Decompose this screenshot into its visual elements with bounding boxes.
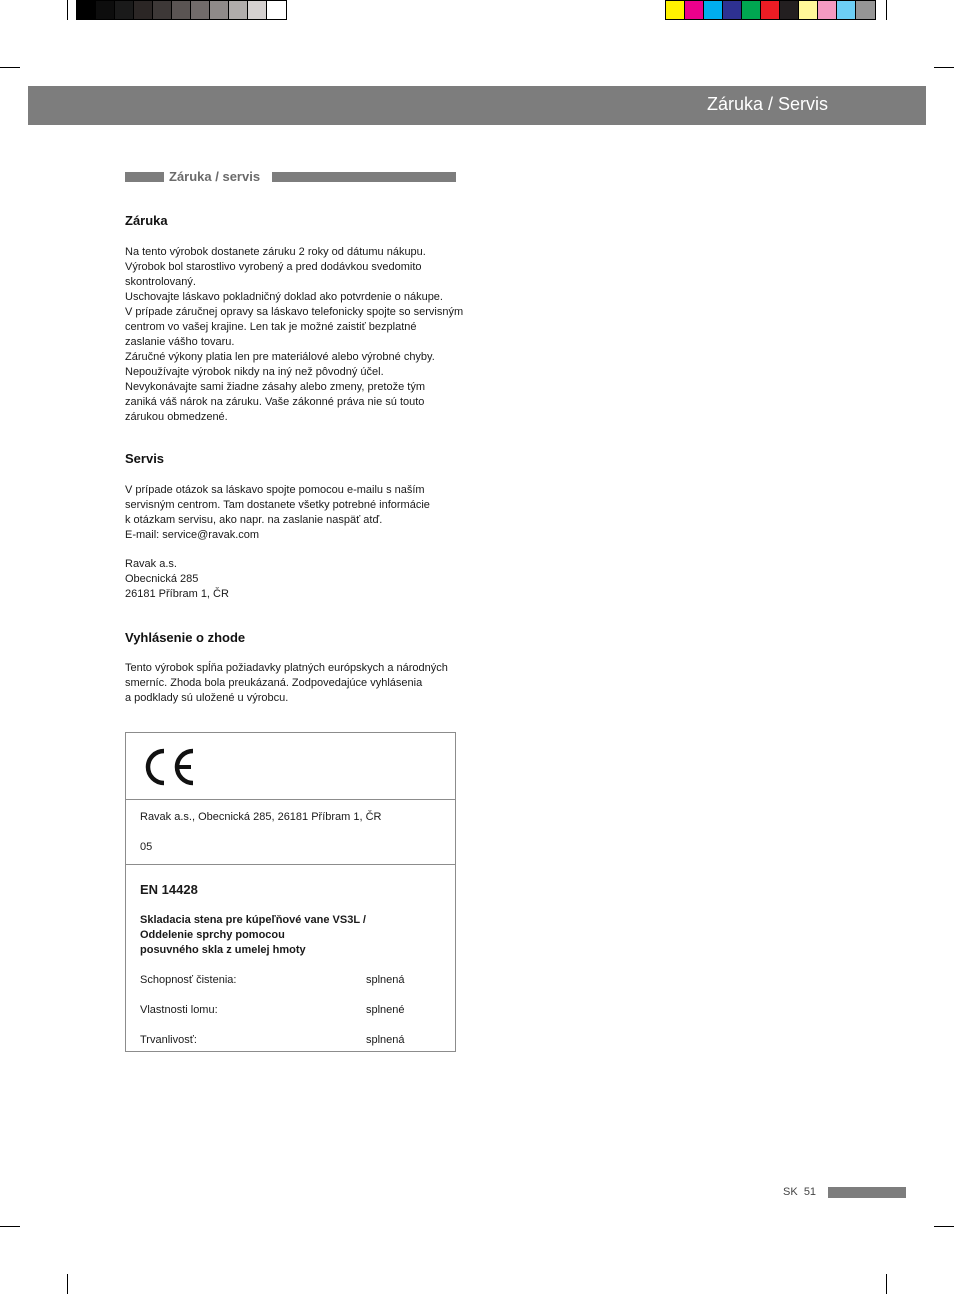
grayscale-calibration-strip	[76, 0, 287, 20]
text-line: Obecnická 285	[125, 573, 199, 585]
color-swatch	[837, 1, 856, 19]
color-swatch	[96, 1, 115, 19]
property-label: Vlastnosti lomu:	[140, 1004, 218, 1016]
page-number: 51	[803, 1186, 817, 1198]
box-divider	[126, 864, 455, 865]
property-label: Trvanlivosť:	[140, 1034, 197, 1046]
box-divider	[126, 799, 455, 800]
service-text	[125, 483, 430, 543]
property-value: splnené	[366, 1004, 405, 1016]
color-swatch	[723, 1, 742, 19]
color-swatch	[666, 1, 685, 19]
color-swatch	[191, 1, 210, 19]
color-swatch	[704, 1, 723, 19]
text-line: skontrolovaný.	[125, 276, 196, 288]
color-swatch	[685, 1, 704, 19]
footer-rule	[828, 1187, 906, 1198]
text-line: Uschovajte láskavo pokladničný doklad ako potvrdenie o nákupe.	[125, 291, 443, 303]
property-value: splnená	[366, 1034, 405, 1046]
crop-mark	[934, 67, 954, 68]
color-swatch	[229, 1, 248, 19]
warranty-heading: Záruka	[125, 213, 168, 228]
color-swatch	[77, 1, 96, 19]
crop-mark	[67, 0, 68, 20]
standard-number: EN 14428	[140, 882, 198, 897]
color-swatch	[134, 1, 153, 19]
text-line: Tento výrobok spĺňa požiadavky platných európskych a národných	[125, 662, 448, 674]
color-swatch	[761, 1, 780, 19]
property-label: Schopnosť čistenia:	[140, 974, 237, 986]
crop-mark	[886, 0, 887, 20]
color-swatch	[267, 1, 286, 19]
property-value: splnená	[366, 974, 405, 986]
language-code: SK	[783, 1186, 798, 1198]
ce-declaration-box	[125, 732, 456, 1052]
ce-address: Ravak a.s., Obecnická 285, 26181 Příbram 1, ČR	[140, 811, 382, 823]
text-line: k otázkam servisu, ako napr. na zaslanie naspäť atď.	[125, 514, 383, 526]
color-swatch	[153, 1, 172, 19]
page-header	[28, 86, 926, 125]
text-line: smerníc. Zhoda bola preukázaná. Zodpovedajúce vyhlásenia	[125, 677, 423, 689]
ce-year: 05	[140, 841, 153, 853]
section-rule-right	[272, 172, 456, 182]
text-line: E-mail: service@ravak.com	[125, 529, 260, 541]
color-swatch	[818, 1, 837, 19]
service-address	[125, 557, 229, 602]
text-line: V prípade otázok sa láskavo spojte pomocou e-mailu s naším	[125, 484, 425, 496]
ce-mark-icon	[140, 748, 196, 786]
text-line: Ravak a.s.	[125, 558, 177, 570]
color-swatch	[210, 1, 229, 19]
page-footer	[783, 1186, 816, 1198]
crop-mark	[934, 1226, 954, 1227]
conformity-text	[125, 661, 448, 706]
text-line: Výrobok bol starostlivo vyrobený a pred dodávkou svedomito	[125, 261, 422, 273]
text-line: a podklady sú uložené u výrobcu.	[125, 692, 289, 704]
conformity-heading: Vyhlásenie o zhode	[125, 630, 246, 645]
page-title: Záruka / Servis	[706, 94, 828, 114]
text-line: 26181 Příbram 1, ČR	[125, 588, 229, 600]
crop-mark	[67, 1274, 68, 1294]
warranty-text	[125, 245, 463, 425]
color-calibration-strip	[665, 0, 876, 20]
crop-mark	[886, 1274, 887, 1294]
text-line: Nepoužívajte výrobok nikdy na iný než pôvodný účel.	[125, 366, 384, 378]
color-swatch	[115, 1, 134, 19]
text-line: zaniká váš nárok na záruku. Vaše zákonné práva nie sú touto	[125, 396, 425, 408]
crop-mark	[0, 1226, 20, 1227]
text-line: centrom vo vašej krajine. Len tak je možné zaistiť bezplatné	[125, 321, 417, 333]
color-swatch	[248, 1, 267, 19]
color-swatch	[799, 1, 818, 19]
text-line: V prípade záručnej opravy sa láskavo telefonicky spojte so servisným	[125, 306, 464, 318]
text-line: Nevykonávajte sami žiadne zásahy alebo zmeny, pretože tým	[125, 381, 425, 393]
section-rule-left	[125, 172, 164, 182]
text-line: zárukou obmedzené.	[125, 411, 228, 423]
color-swatch	[856, 1, 875, 19]
product-description-1: Skladacia stena pre kúpeľňové vane VS3L /	[140, 914, 366, 926]
product-description-2: Oddelenie sprchy pomocou	[140, 929, 285, 941]
color-swatch	[742, 1, 761, 19]
text-line: Záručné výkony platia len pre materiálové alebo výrobné chyby.	[125, 351, 435, 363]
color-swatch	[780, 1, 799, 19]
text-line: servisným centrom. Tam dostanete všetky potrebné informácie	[125, 499, 430, 511]
product-description-3: posuvného skla z umelej hmoty	[140, 944, 306, 956]
section-title: Záruka / servis	[169, 169, 261, 184]
text-line: zaslanie vášho tovaru.	[125, 336, 235, 348]
text-line: Na tento výrobok dostanete záruku 2 roky od dátumu nákupu.	[125, 246, 426, 258]
service-heading: Servis	[125, 451, 165, 466]
crop-mark	[0, 67, 20, 68]
color-swatch	[172, 1, 191, 19]
